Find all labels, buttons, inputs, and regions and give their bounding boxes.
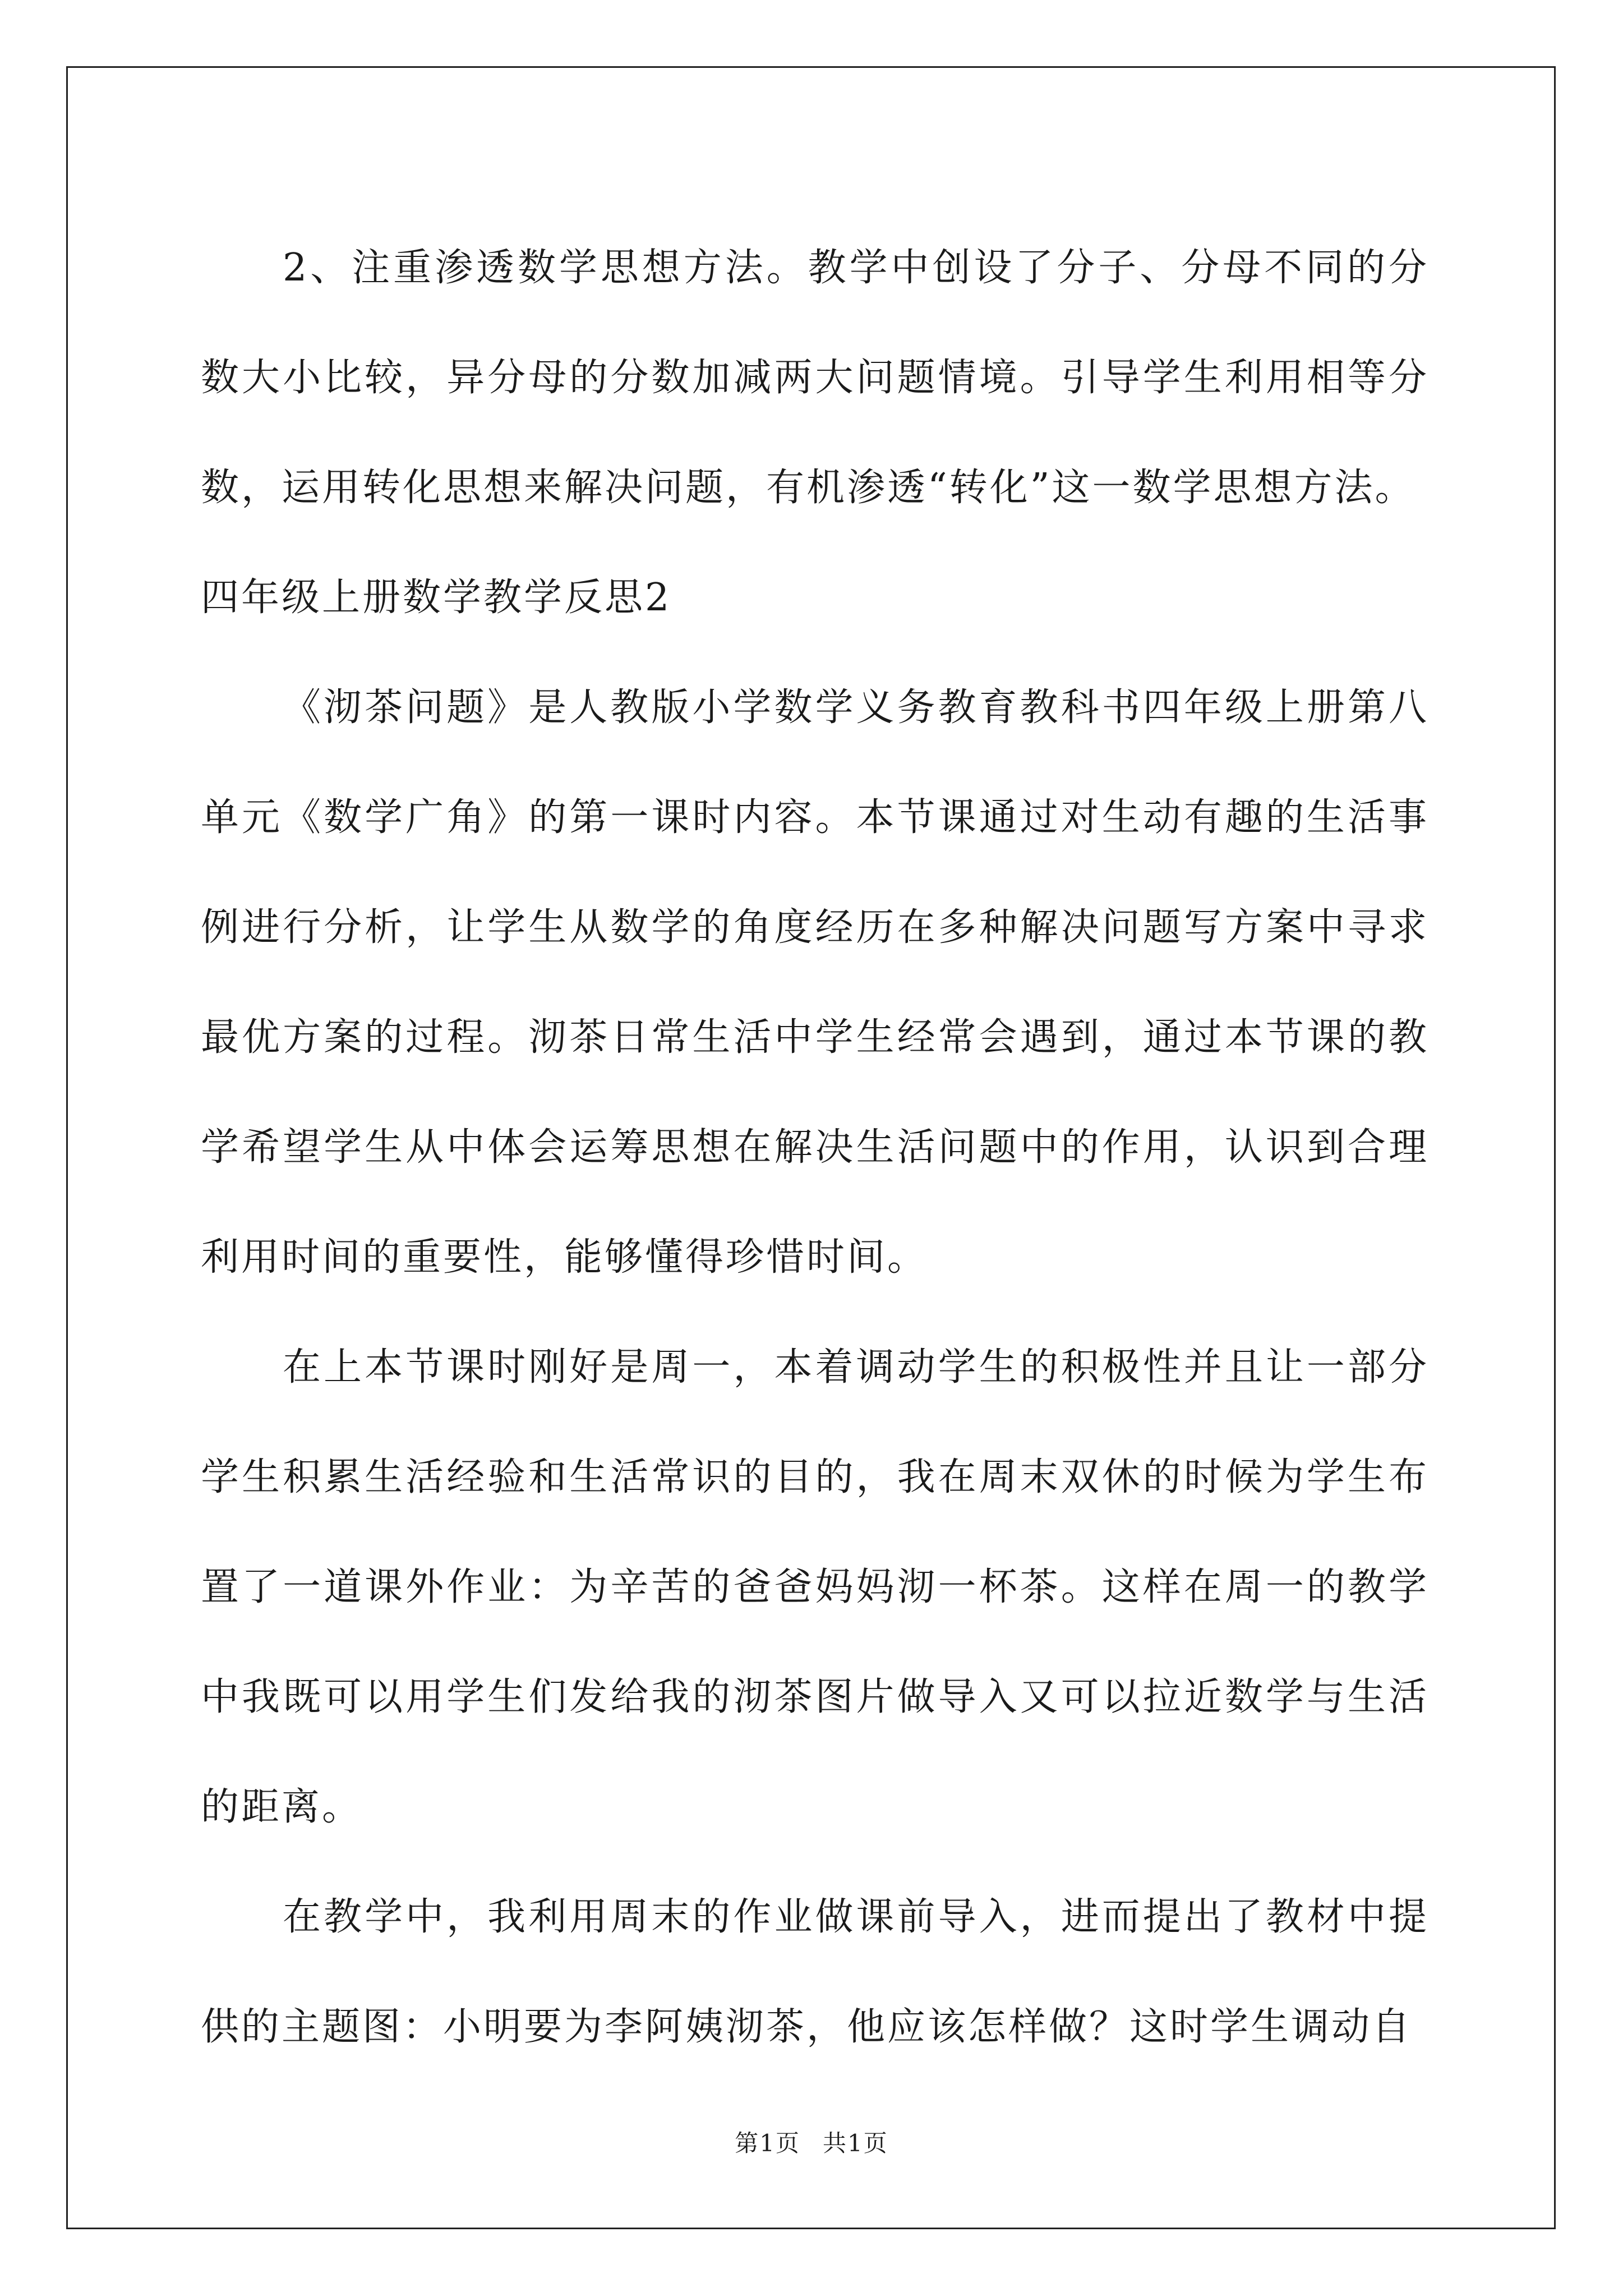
paragraph-1: 2、注重渗透数学思想方法。教学中创设了分子、分母不同的分数大小比较，异分母的分数加减两大问题情境。引导学生利用相等分数，运用转化思想来解决问题，有机渗透“转化”这一数学思想方法。 bbox=[201, 246, 1429, 510]
document-body bbox=[201, 213, 1429, 2082]
paragraph-2: 《沏茶问题》是人教版小学数学义务教育教科书四年级上册第八单元《数学广角》的第一课时内容。本节课通过对生动有趣的生活事例进行分析，让学生从数学的角度经历在多种解决问题写方案中寻求最优方案的过程。沏茶日常生活中学生经常会遇到，通过本节课的教学希望学生从中体会运筹思想在解决生活问题中的作用，认识到合理利用时间的重要性，能够懂得珍惜时间。 bbox=[201, 685, 1429, 1280]
page-number: 第1页 bbox=[735, 2129, 800, 2157]
page-footer bbox=[0, 2125, 1623, 2159]
section-heading: 四年级上册数学教学反思2 bbox=[201, 576, 672, 620]
paragraph-4: 在教学中，我利用周末的作业做课前导入，进而提出了教材中提供的主题图：小明要为李阿姨沏茶，他应该怎样做？这时学生调动自 bbox=[201, 1895, 1429, 2049]
paragraph-3: 在上本节课时刚好是周一，本着调动学生的积极性并且让一部分学生积累生活经验和生活常识的目的，我在周末双休的时候为学生布置了一道课外作业：为辛苦的爸爸妈妈沏一杯茶。这样在周一的教学中我既可以用学生们发给我的沏茶图片做导入又可以拉近数学与生活的距离。 bbox=[201, 1345, 1429, 1829]
page-total: 共1页 bbox=[823, 2129, 888, 2157]
